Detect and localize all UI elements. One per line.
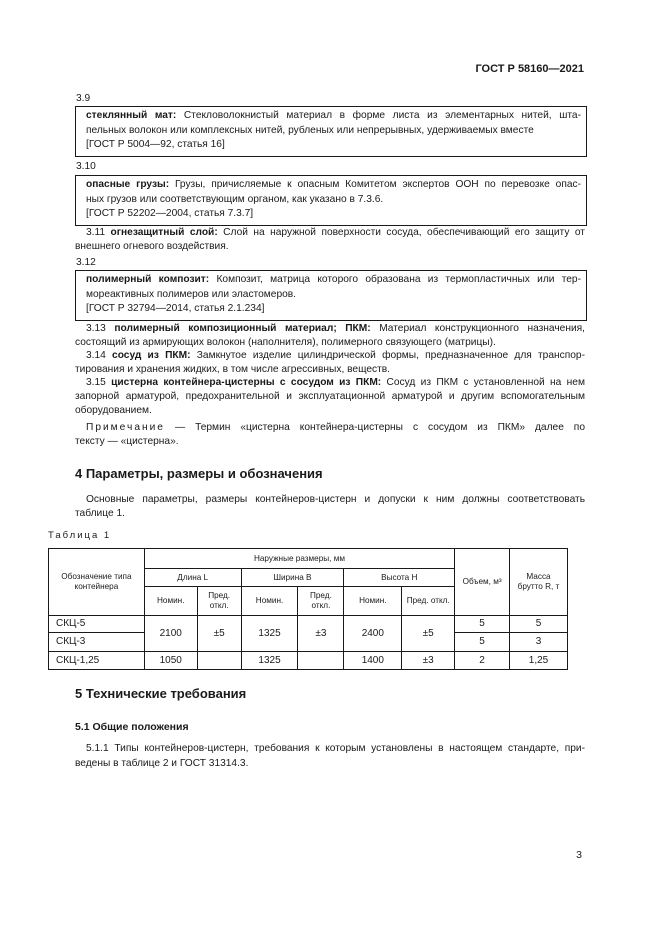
term-line-1 (76, 273, 586, 288)
entry-number: 3.14 (86, 350, 106, 361)
cell-length: 2100 (144, 616, 197, 652)
term-box-3-9 (75, 106, 587, 157)
sub-header-tolerance: Пред. откл. (402, 587, 455, 616)
section-4-para-line-2: таблице 1. (75, 508, 125, 519)
cell-type: СКЦ-5 (49, 616, 145, 633)
table-row (49, 616, 568, 633)
entry-3-15-line-2: запорной арматурой, предохранительной и эксплуатационной арматурой и другим вспомогательным (75, 391, 585, 402)
page-number: 3 (576, 849, 582, 861)
cell-height-tolerance: ±3 (402, 652, 455, 670)
table-caption: Таблица 1 (48, 530, 112, 541)
cell-volume: 2 (455, 652, 510, 670)
cell-type: СКЦ-3 (49, 633, 145, 652)
col-header-volume: Объем, м³ (455, 549, 510, 616)
entry-3-13-line-2: состоящий из армирующих волокон (наполнителя), полимерного связующего (матрицы). (75, 337, 496, 348)
parameters-table (48, 548, 568, 670)
term-line-1 (76, 109, 586, 124)
cell-height: 1400 (344, 652, 402, 670)
section-4-heading: 4 Параметры, размеры и обозначения (75, 466, 323, 481)
term-definition: Материал конструкционного назначения, (379, 323, 585, 334)
entry-number-3-9: 3.9 (76, 93, 91, 104)
col-header-height: Высота H (344, 569, 455, 587)
term-definition: Слой на наружной поверхности сосуда, обеспечивающий его защиту от (223, 227, 585, 238)
entry-number-3-10: 3.10 (76, 161, 96, 172)
subsection-5-1-heading: 5.1 Общие положения (75, 721, 189, 733)
term-definition: Замкнутое изделие цилиндрической формы, предназначенное для транспор- (196, 350, 585, 361)
sub-header-nominal: Номин. (344, 587, 402, 616)
cell-width-tolerance: ±3 (298, 616, 344, 652)
cell-height: 2400 (344, 616, 402, 652)
cell-width: 1325 (241, 652, 298, 670)
entry-3-15-line-3: оборудованием. (75, 405, 152, 416)
entry-number: 3.15 (86, 377, 106, 388)
note-label: Примечание (86, 422, 165, 433)
entry-3-14-line-1 (75, 349, 585, 364)
cell-length-tolerance (197, 652, 241, 670)
note-line-1 (75, 421, 585, 436)
term-definition: Грузы, причисляемые к опасным Комитетом экспертов ООН по перевозке опас- (174, 179, 581, 190)
term-name: полимерный композиционный материал; ПКМ: (114, 323, 371, 334)
cell-height-tolerance: ±5 (402, 616, 455, 652)
term-reference: [ГОСТ Р 32794—2014, статья 2.1.234] (86, 303, 265, 314)
term-line-2: ных грузов или соответствующим органом, как указано в 7.3.6. (86, 193, 384, 205)
term-definition: Сосуд из ПКМ с установленной на нем (386, 377, 585, 388)
col-header-length: Длина L (144, 569, 241, 587)
section-5-para-line-2: ведены в таблице 2 и ГОСТ 31314.3. (75, 758, 249, 769)
entry-3-11-line-2: внешнего огневого воздействия. (75, 241, 229, 252)
cell-type: СКЦ-1,25 (49, 652, 145, 670)
sub-header-tolerance: Пред. откл. (197, 587, 241, 616)
section-5-para-line-1: 5.1.1 Типы контейнеров-цистерн, требования к которым установлены в настоящем стандарте, при- (86, 743, 585, 754)
cell-volume: 5 (455, 616, 510, 633)
cell-width-tolerance (298, 652, 344, 670)
section-5-heading: 5 Технические требования (75, 686, 247, 701)
cell-mass: 5 (510, 616, 568, 633)
term-reference: [ГОСТ Р 52202—2004, статья 7.3.7] (86, 208, 254, 219)
entry-3-11-line-1 (75, 226, 585, 241)
cell-mass: 1,25 (510, 652, 568, 670)
term-name: полимерный композит: (86, 274, 210, 285)
sub-header-nominal: Номин. (144, 587, 197, 616)
col-header-width: Ширина B (241, 569, 344, 587)
entry-number: 3.11 (86, 227, 106, 238)
term-line-2: пельных волокон или комплексных нитей, рубленых или непрерывных, удерживаемых вместе (86, 124, 534, 136)
term-box-3-12 (75, 270, 587, 321)
col-header-outer-dimensions: Наружные размеры, мм (144, 549, 454, 569)
document-id: ГОСТ Р 58160—2021 (475, 63, 584, 75)
entry-3-15-line-1 (75, 376, 585, 391)
term-reference: [ГОСТ Р 5004—92, статья 16] (86, 139, 225, 150)
term-line-2: мореактивных полимеров или эластомеров. (86, 288, 297, 300)
term-name: огнезащитный слой: (110, 227, 218, 238)
cell-length-tolerance: ±5 (197, 616, 241, 652)
term-name: стеклянный мат: (86, 110, 177, 121)
cell-mass: 3 (510, 633, 568, 652)
note-text: — Термин «цистерна контейнера-цистерны с сосудом из ПКМ» далее по (174, 422, 585, 433)
section-4-para-line-1: Основные параметры, размеры контейнеров-цистерн и допуски к ним должны соответствовать (86, 494, 585, 505)
col-header-type: Обозначение типа контейнера (49, 549, 145, 616)
term-definition: Стекловолокнистый материал в форме листа из элементарных нитей, шта- (183, 110, 581, 121)
cell-length: 1050 (144, 652, 197, 670)
cell-width: 1325 (241, 616, 298, 652)
sub-header-nominal: Номин. (241, 587, 298, 616)
term-name: цистерна контейнера-цистерны с сосудом из ПКМ: (111, 377, 382, 388)
cell-volume: 5 (455, 633, 510, 652)
term-definition: Композит, матрица которого образована из термопластичных или тер- (216, 274, 581, 285)
col-header-mass: Масса брутто R, т (510, 549, 568, 616)
table-row (49, 652, 568, 670)
entry-3-13-line-1 (75, 322, 585, 337)
entry-number-3-12: 3.12 (76, 257, 96, 268)
term-line-1 (76, 178, 586, 193)
entry-number: 3.13 (86, 323, 106, 334)
term-name: сосуд из ПКМ: (112, 350, 191, 361)
entry-3-14-line-2: тирования и хранения жидких, в том числе агрессивных, веществ. (75, 364, 391, 375)
note-line-2: тексту — «цистерна». (75, 436, 179, 447)
term-name: опасные грузы: (86, 179, 170, 190)
term-box-3-10 (75, 175, 587, 226)
sub-header-tolerance: Пред. откл. (298, 587, 344, 616)
